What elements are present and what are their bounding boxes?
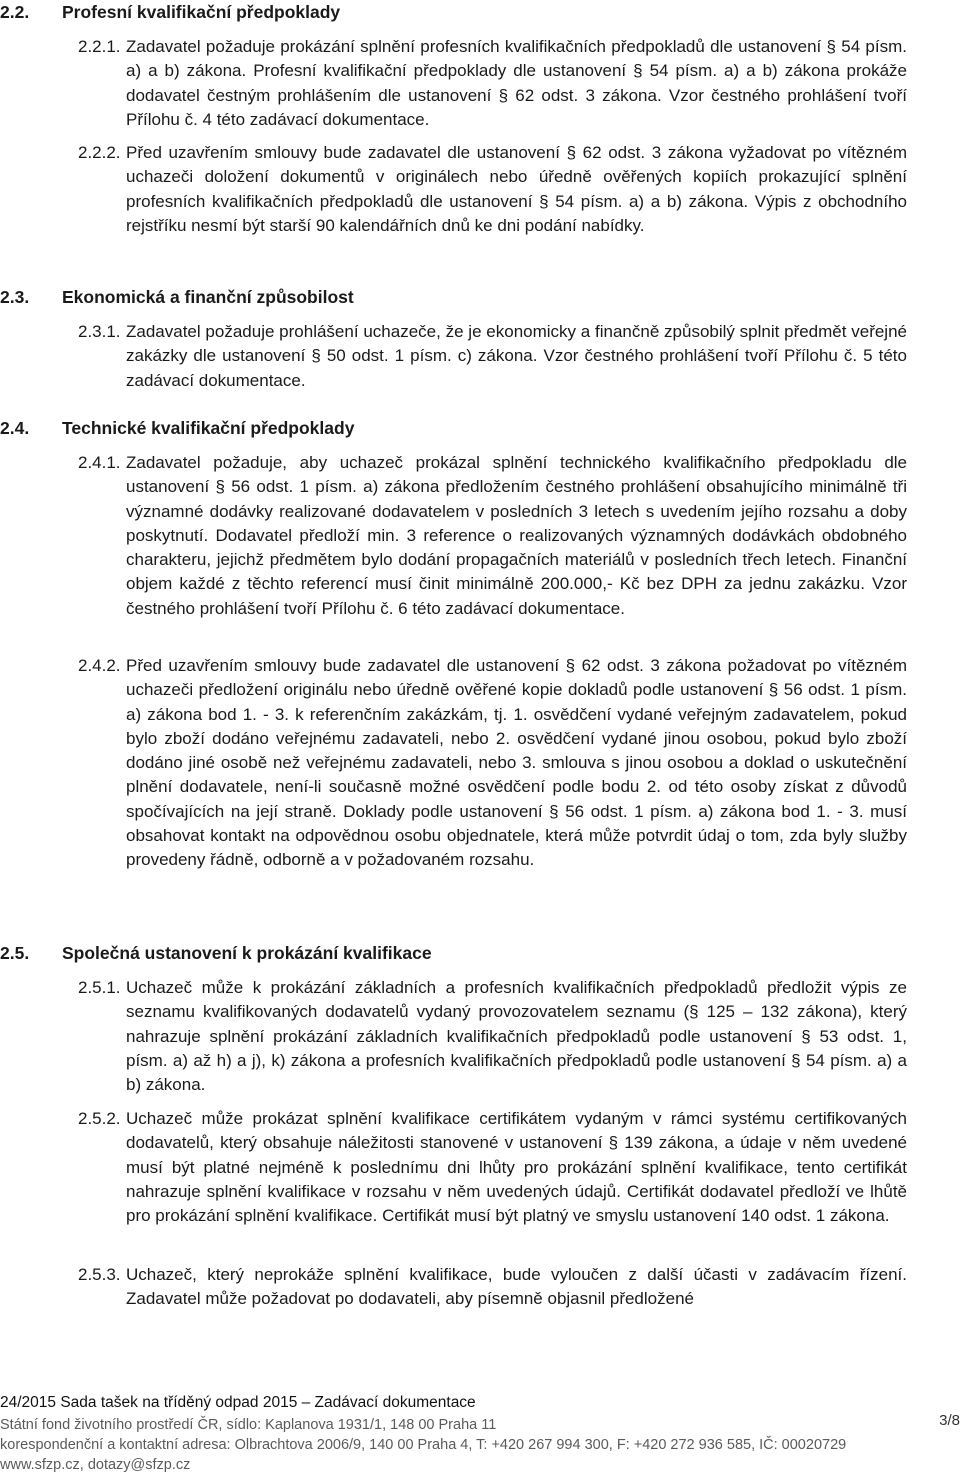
section-number: 2.3. <box>0 287 30 307</box>
clause-text: Uchazeč může prokázat splnění kvalifikace certifikátem vydaným v rámci systému certifikovaných dodavatelů, který obsahuje náležitosti stanovené v ustanovení § 139 zákona, a údaje v něm uvedené musí být platné nejméně k poslednímu dni lhůty pro prokázání splnění kvalifikace, tento certifikát nahrazuje splnění kvalifikace v rozsahu v něm uvedených údajů. Certifikát dodavatel předloží ve lhůtě pro prokázání splnění kvalifikace. Certifikát musí být platný ve smyslu ustanovení 140 odst. 1 zákona. <box>126 1109 907 1226</box>
section-2-5 <box>0 941 960 965</box>
clause-number: 2.4.1. <box>78 453 121 472</box>
footer-document-title: 24/2015 Sada tašek na tříděný odpad 2015 – Zadávací dokumentace <box>0 1394 476 1411</box>
clause-text: Před uzavřením smlouvy bude zadavatel dle ustanovení § 62 odst. 3 zákona vyžadovat po vítězném uchazeči doložení dokumentů v originálech nebo úředně ověřených kopiích prokazující splnění profesních kvalifikačních předpokladů dle ustanovení § 54 písm. a) a b) zákona. Výpis z obchodního rejstříku nesmí být starší 90 kalendářních dnů ke dni podání nabídky. <box>126 143 907 235</box>
clause-text: Zadavatel požaduje prokázání splnění profesních kvalifikačních předpokladů dle ustanovení § 54 písm. a) a b) zákona. Profesní kvalifikační předpoklady dle ustanovení § 54 písm. a) a b) zákona prokáže dodavatel čestným prohlášením dle ustanovení § 62 odst. 3 zákona. Vzor čestného prohlášení tvoří Přílohu č. 4 této zadávací dokumentace. <box>126 37 907 129</box>
clause-number: 2.2.2. <box>78 143 121 162</box>
footer-contact-address: korespondenční a kontaktní adresa: Olbrachtova 2006/9, 140 00 Praha 4, T: +420 267 994 300, F: +420 272 936 585, IČ: 00020729 <box>0 1437 847 1453</box>
section-number: 2.2. <box>0 2 30 22</box>
section-heading <box>0 941 960 965</box>
section-title: Technické kvalifikační předpoklady <box>62 418 355 438</box>
clause-number: 2.3.1. <box>78 322 121 341</box>
page-number: 3/8 <box>939 1412 960 1429</box>
footer-fund-address: Státní fond životního prostředí ČR, sídlo: Kaplanova 1931/1, 148 00 Praha 11 <box>0 1417 497 1433</box>
section-2-2 <box>0 0 960 24</box>
section-heading <box>0 285 960 309</box>
clause-number: 2.5.3. <box>78 1265 121 1284</box>
clause-number: 2.4.2. <box>78 656 121 675</box>
clause-text: Před uzavřením smlouvy bude zadavatel dle ustanovení § 62 odst. 3 zákona požadovat po vítězném uchazeči předložení originálu nebo úředně ověřené kopie dokladů podle ustanovení § 56 odst. 1 písm. a) zákona bod 1. - 3. k referenčním zakázkám, tj. 1. osvědčení vydané veřejným zadavatelem, pokud bylo zboží dodáno veřejnému zadavateli, nebo 2. osvědčení vydané jinou osobou, pokud bylo zboží dodáno jiné osobě než veřejnému zadavateli, nebo 3. smlouva s jinou osobou a doklad o uskutečnění plnění dodavatele, není-li současně možné osvědčení podle bodu 2. od této osoby získat z důvodů spočívajících na její straně. Doklady podle ustanovení § 56 odst. 1 písm. a) zákona bod 1. - 3. musí obsahovat kontakt na odpovědnou osobu objednatele, která může potvrdit údaj o tom, zda byly služby provedeny řádně, odborně a v požadovaném rozsahu. <box>126 656 907 870</box>
section-2-3 <box>0 285 960 309</box>
section-2-4 <box>0 416 960 440</box>
clause-number: 2.5.1. <box>78 978 121 997</box>
clause-number: 2.5.2. <box>78 1109 121 1128</box>
section-number: 2.5. <box>0 943 30 963</box>
section-title: Společná ustanovení k prokázání kvalifikace <box>62 943 432 963</box>
clause-text: Uchazeč může k prokázání základních a profesních kvalifikačních předpokladů předložit výpis ze seznamu kvalifikovaných dodavatelů vydaný provozovatelem seznamu (§ 125 – 132 zákona), který nahrazuje splnění prokázání základních kvalifikačních předpokladů podle ustanovení § 53 odst. 1, písm. a) až h) a j), k) zákona a profesních kvalifikačních předpokladů podle ustanovení § 54 písm. a) a b) zákona. <box>126 978 907 1095</box>
footer-web-email: www.sfzp.cz, dotazy@sfzp.cz <box>0 1457 191 1473</box>
section-title: Profesní kvalifikační předpoklady <box>62 2 341 22</box>
section-number: 2.4. <box>0 418 30 438</box>
clause-text: Zadavatel požaduje prohlášení uchazeče, že je ekonomicky a finančně způsobilý splnit předmět veřejné zakázky dle ustanovení § 50 odst. 1 písm. c) zákona. Vzor čestného prohlášení tvoří Přílohu č. 5 této zadávací dokumentace. <box>126 322 907 390</box>
clause-number: 2.2.1. <box>78 37 121 56</box>
clause-text: Uchazeč, který neprokáže splnění kvalifikace, bude vyloučen z další účasti v zadávacím řízení. Zadavatel může požadovat po dodavateli, aby písemně objasnil předložené <box>126 1265 907 1309</box>
page-footer <box>0 1386 960 1476</box>
clause-text: Zadavatel požaduje, aby uchazeč prokázal splnění technického kvalifikačního předpokladu dle ustanovení § 56 odst. 1 písm. a) zákona předložením čestného prohlášení obsahujícího minimálně tři významné dodávky realizované dodavatelem v posledních 3 letech s uvedením jejího rozsahu a doby poskytnutí. Dodavatel předloží min. 3 reference o realizovaných významných dodávkách obdobného charakteru, jejichž předmětem bylo dodání propagačních materiálů v posledních třech letech. Finanční objem každé z těchto referencí musí činit minimálně 200.000,- Kč bez DPH za jednu zakázku. Vzor čestného prohlášení tvoří Přílohu č. 6 této zadávací dokumentace. <box>126 453 907 618</box>
section-heading <box>0 416 960 440</box>
section-heading <box>0 0 960 24</box>
section-title: Ekonomická a finanční způsobilost <box>62 287 354 307</box>
